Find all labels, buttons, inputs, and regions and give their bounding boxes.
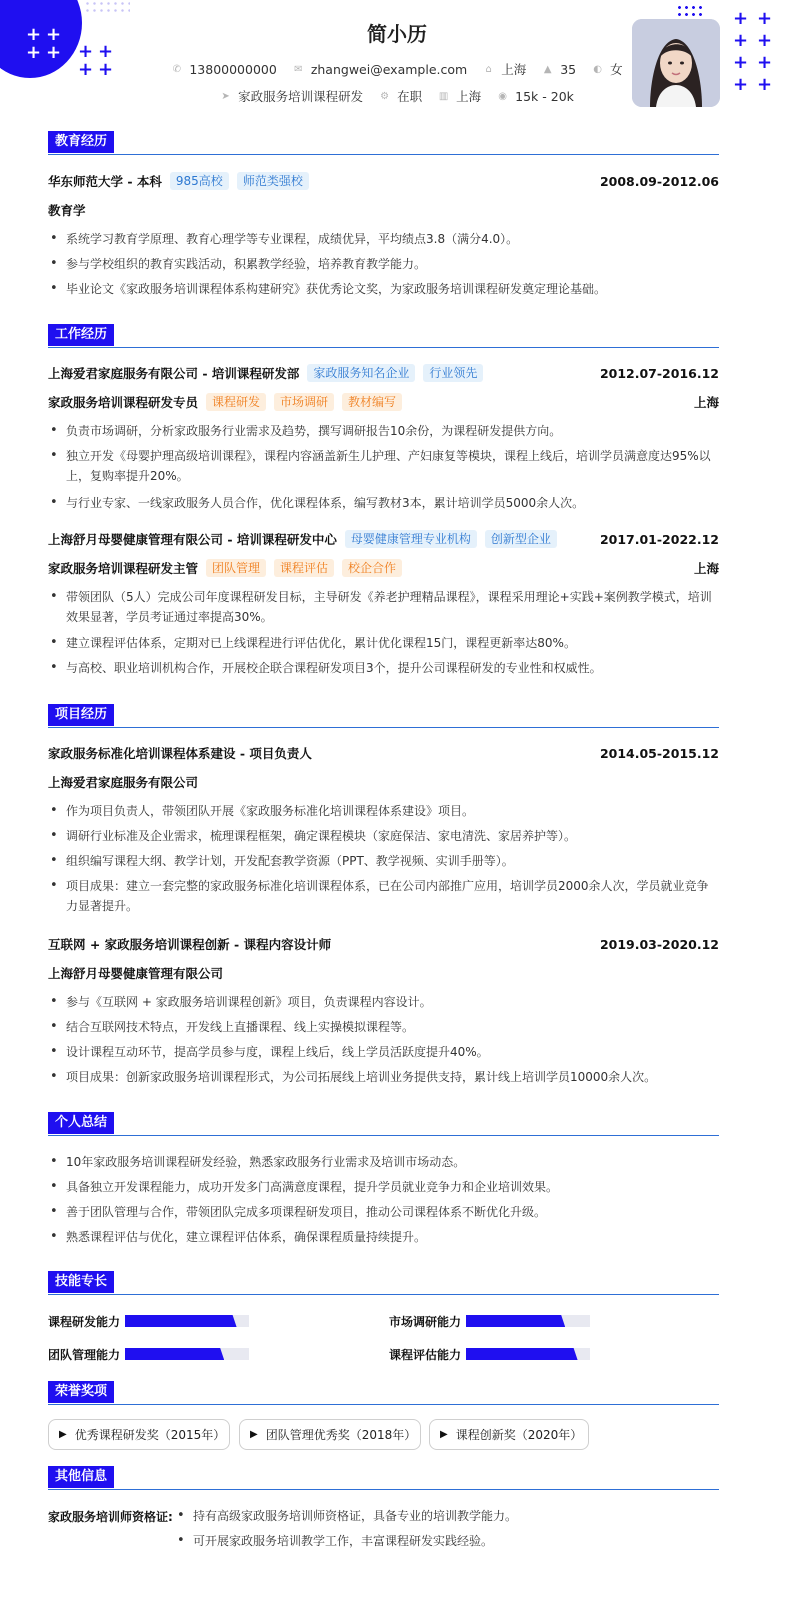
company-name: 上海爱君家庭服务有限公司 - 培训课程研发部 xyxy=(48,366,300,381)
skill-label: 课程研发能力 xyxy=(48,1315,121,1329)
target-city-item xyxy=(438,87,481,105)
education-date: 2008.09-2012.06 xyxy=(599,173,719,189)
major-row xyxy=(48,201,719,219)
project-row xyxy=(48,744,719,762)
list-item: • 与高校、职业培训机构合作，开展校企联合课程研发项目3个，提升公司课程研发的专业性和权威性。 xyxy=(48,658,720,678)
phone-icon: ✆ xyxy=(172,63,182,75)
skill-tag: 课程评估 xyxy=(274,559,334,577)
work-section-header xyxy=(48,324,719,348)
work-location: 上海 xyxy=(693,561,719,576)
gear-icon: ⚙ xyxy=(380,90,390,102)
phone-item xyxy=(171,62,276,77)
list-item: • 持有高级家政服务培训师资格证，具备专业的培训教学能力。 xyxy=(175,1506,720,1526)
list-item: • 善于团队管理与合作，带领团队完成多项课程研发项目，推动公司课程体系不断优化升级。 xyxy=(48,1202,720,1222)
award-item xyxy=(429,1419,589,1450)
list-item: • 毕业论文《家政服务培训课程体系构建研究》获优秀论文奖，为家政服务培训课程研发奠定理论基础。 xyxy=(48,279,720,299)
age-item xyxy=(542,62,576,77)
list-item: • 负责市场调研，分析家政服务行业需求及趋势，撰写调研报告10余份，为课程研发提供方向。 xyxy=(48,421,720,441)
list-item: • 参与《互联网 + 家政服务培训课程创新》项目，负责课程内容设计。 xyxy=(48,992,720,1012)
gender-icon: ◐ xyxy=(593,63,602,75)
project-company-row xyxy=(48,773,719,791)
project-date: 2019.03-2020.12 xyxy=(599,936,719,952)
profile-photo xyxy=(632,19,720,107)
list-item: • 组织编写课程大纲、教学计划，开发配套教学资源（PPT、教学视频、实训手册等）。 xyxy=(48,851,720,871)
list-item: • 结合互联网技术特点，开发线上直播课程、线上实操模拟课程等。 xyxy=(48,1017,720,1037)
candidate-name: 简小历 xyxy=(367,22,427,46)
gender-text: 女 xyxy=(610,62,623,77)
job-title: 家政服务培训课程研发专员 xyxy=(48,395,199,410)
skill-label: 市场调研能力 xyxy=(389,1315,462,1329)
skill-bar xyxy=(125,1315,249,1327)
section-title: 荣誉奖项 xyxy=(48,1381,114,1403)
section-title: 技能专长 xyxy=(48,1271,114,1293)
list-item: • 参与学校组织的教育实践活动，积累教学经验，培养教育教学能力。 xyxy=(48,254,720,274)
skill-bar-fill xyxy=(466,1315,565,1327)
projects-section-header xyxy=(48,704,719,728)
skill-tag: 团队管理 xyxy=(206,559,266,577)
skill-bar-fill xyxy=(125,1315,237,1327)
project-date: 2014.05-2015.12 xyxy=(599,745,719,761)
plus-pattern-white: + + + + xyxy=(26,24,62,63)
list-item: • 调研行业标准及企业需求，梳理课程框架，确定课程模块（家庭保洁、家电清洗、家居养护等）。 xyxy=(48,826,720,846)
skill-tag: 校企合作 xyxy=(342,559,402,577)
play-icon: ▶ xyxy=(250,1429,258,1440)
mail-icon: ✉ xyxy=(294,63,303,75)
list-item: • 熟悉课程评估与优化，建立课程评估体系，确保课程质量持续提升。 xyxy=(48,1227,720,1247)
list-item: • 具备独立开发课程能力，成功开发多门高满意度课程，提升学员就业竞争力和企业培训效果。 xyxy=(48,1177,720,1197)
city-text: 上海 xyxy=(501,62,527,77)
work-date: 2012.07-2016.12 xyxy=(599,365,719,381)
company-tag: 行业领先 xyxy=(423,364,483,382)
cake-icon: ▲ xyxy=(543,63,552,75)
skill-bar xyxy=(125,1348,249,1360)
project-name: 互联网 + 家政服务培训课程创新 - 课程内容设计师 xyxy=(48,937,332,952)
skill-tag: 课程研发 xyxy=(206,393,266,411)
target-city-text: 上海 xyxy=(456,89,482,104)
play-icon: ▶ xyxy=(440,1429,448,1440)
list-item: • 作为项目负责人，带领团队开展《家政服务标准化培训课程体系建设》项目。 xyxy=(48,801,720,821)
skill-label: 团队管理能力 xyxy=(48,1348,121,1362)
skill-tag: 市场调研 xyxy=(274,393,334,411)
status-text: 在职 xyxy=(397,89,423,104)
company-tag: 母婴健康管理专业机构 xyxy=(345,530,477,548)
list-item: • 10年家政服务培训课程研发经验，熟悉家政服务行业需求及培训市场动态。 xyxy=(48,1152,720,1172)
work-company-row xyxy=(48,364,719,382)
salary-text: 15k - 20k xyxy=(515,88,574,104)
section-title: 工作经历 xyxy=(48,324,114,346)
summary-section-header xyxy=(48,1112,719,1136)
skill-bar xyxy=(466,1315,590,1327)
skill-label: 课程评估能力 xyxy=(389,1348,462,1362)
list-item: • 系统学习教育学原理、教育心理学等专业课程，成绩优异，平均绩点3.8（满分4.0）。 xyxy=(48,229,720,249)
job-item xyxy=(220,87,363,105)
award-item xyxy=(239,1419,421,1450)
project-row xyxy=(48,935,719,953)
play-icon: ▶ xyxy=(59,1429,67,1440)
job-text: 家政服务培训课程研发 xyxy=(238,89,364,104)
award-text: 团队管理优秀奖（2018年） xyxy=(265,1428,417,1442)
age-text: 35 xyxy=(560,61,577,77)
project-company: 上海舒月母婴健康管理有限公司 xyxy=(48,966,224,981)
list-item: • 独立开发《母婴护理高级培训课程》，课程内容涵盖新生儿护理、产妇康复等模块，课程上线后，培训学员满意度达95%以上，复购率提升20%。 xyxy=(48,446,720,486)
education-section-header xyxy=(48,131,719,155)
award-text: 课程创新奖（2020年） xyxy=(455,1428,583,1442)
certificate-label: 家政服务培训师资格证: xyxy=(48,1510,173,1524)
work-date: 2017.01-2022.12 xyxy=(599,531,719,547)
work-title-row xyxy=(48,559,719,577)
major-name: 教育学 xyxy=(48,203,86,218)
portrait-icon xyxy=(632,19,720,107)
section-title: 其他信息 xyxy=(48,1466,114,1488)
company-name: 上海舒月母婴健康管理有限公司 - 培训课程研发中心 xyxy=(48,532,337,547)
gender-item xyxy=(592,60,623,78)
company-tag: 创新型企业 xyxy=(485,530,557,548)
status-item xyxy=(379,87,422,105)
home-icon: ⌂ xyxy=(485,63,492,75)
skill-bar-fill xyxy=(466,1348,578,1360)
skills-section-header xyxy=(48,1271,719,1295)
dot-pattern-top xyxy=(84,0,130,14)
list-item: • 带领团队（5人）完成公司年度课程研发目标，主导研发《养老护理精品课程》，课程采用理论+实践+案例教学模式，培训效果显著，学员考证通过率提高30%。 xyxy=(48,587,720,627)
school-name: 华东师范大学 - 本科 xyxy=(48,174,162,189)
salary-item xyxy=(497,89,574,104)
education-row xyxy=(48,172,719,190)
skill-tag: 教材编写 xyxy=(342,393,402,411)
company-tag: 家政服务知名企业 xyxy=(307,364,415,382)
phone-text: 13800000000 xyxy=(189,61,277,77)
plus-pattern-blue-right: + + + + + + + + xyxy=(733,8,773,95)
other-section-header xyxy=(48,1466,719,1490)
list-item: • 与行业专家、一线家政服务人员合作，优化课程体系，编写教材3本，累计培训学员5000余人次。 xyxy=(48,493,720,513)
section-title: 个人总结 xyxy=(48,1112,114,1134)
list-item: • 可开展家政服务培训教学工作，丰富课程研发实践经验。 xyxy=(175,1531,720,1551)
award-text: 优秀课程研发奖（2015年） xyxy=(74,1428,226,1442)
money-icon: ◉ xyxy=(498,90,507,102)
list-item: • 项目成果：建立一套完整的家政服务标准化培训课程体系，已在公司内部推广应用，培训学员2000余人次，学员就业竞争力显著提升。 xyxy=(48,876,720,916)
city-item xyxy=(483,60,526,78)
building-icon: ▥ xyxy=(438,90,449,102)
email-item xyxy=(293,62,467,77)
work-company-row xyxy=(48,530,719,548)
project-company: 上海爱君家庭服务有限公司 xyxy=(48,775,199,790)
list-item: • 建立课程评估体系，定期对已上线课程进行评估优化，累计优化课程15门，课程更新率达80%。 xyxy=(48,633,720,653)
school-tag: 985高校 xyxy=(170,172,229,190)
list-item: • 设计课程互动环节，提高学员参与度，课程上线后，线上学员活跃度提升40%。 xyxy=(48,1042,720,1062)
skill-bar xyxy=(466,1348,590,1360)
school-tag: 师范类强校 xyxy=(237,172,309,190)
award-item xyxy=(48,1419,230,1450)
awards-section-header xyxy=(48,1381,719,1405)
skill-bar-fill xyxy=(125,1348,224,1360)
email-text: zhangwei@example.com xyxy=(310,61,468,77)
job-title: 家政服务培训课程研发主管 xyxy=(48,561,199,576)
work-location: 上海 xyxy=(693,395,719,410)
plus-pattern-blue-left: + + + + xyxy=(78,41,114,80)
project-name: 家政服务标准化培训课程体系建设 - 项目负责人 xyxy=(48,746,312,761)
project-company-row xyxy=(48,964,719,982)
send-icon: ➤ xyxy=(221,90,230,102)
work-title-row xyxy=(48,393,719,411)
list-item: • 项目成果：创新家政服务培训课程形式，为公司拓展线上培训业务提供支持，累计线上培训学员10000余人次。 xyxy=(48,1067,720,1087)
section-title: 教育经历 xyxy=(48,131,114,153)
section-title: 项目经历 xyxy=(48,704,114,726)
